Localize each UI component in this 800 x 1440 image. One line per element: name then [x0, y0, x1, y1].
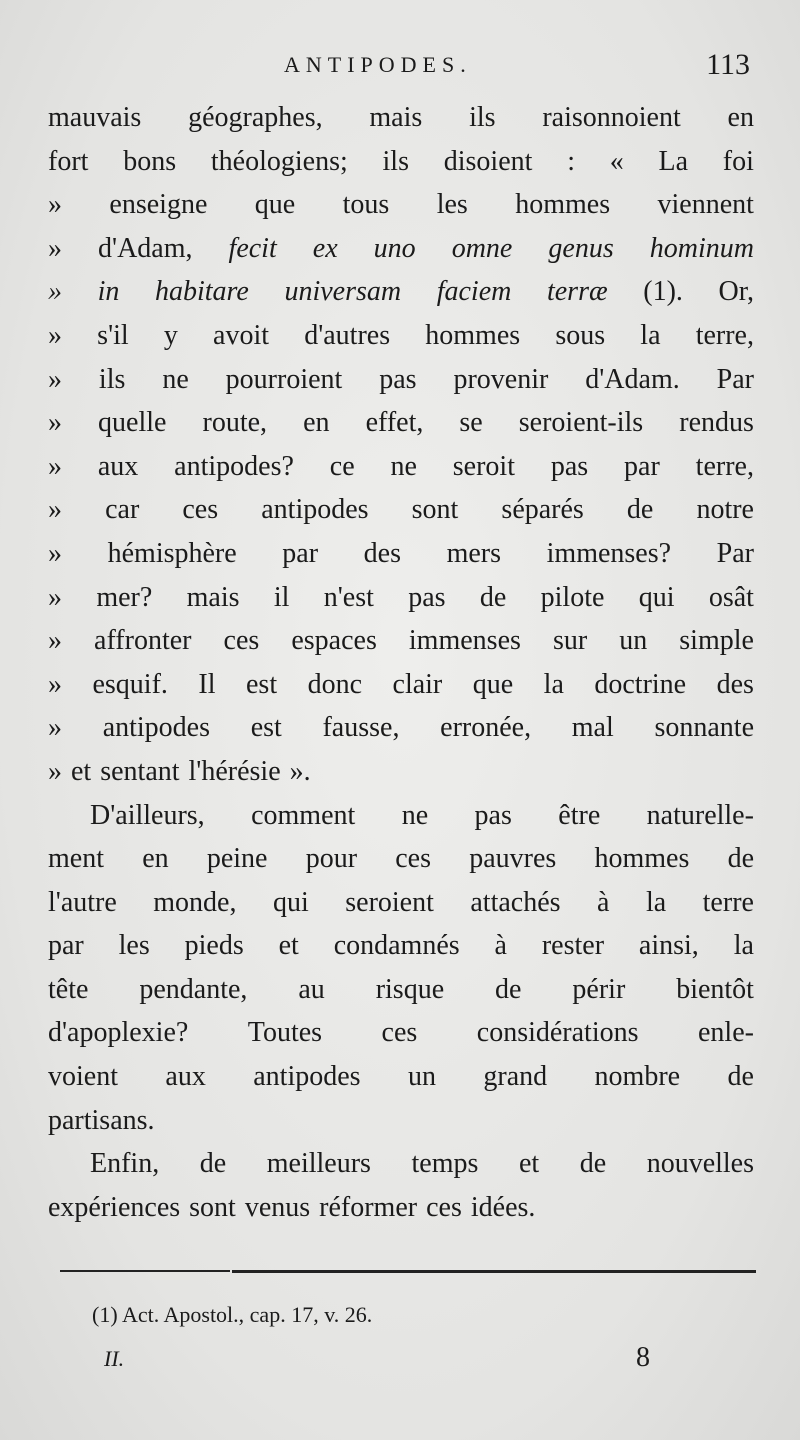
- word: »: [48, 363, 62, 395]
- text-line: [48, 270, 754, 314]
- word: »: [48, 450, 62, 482]
- word: hommes: [425, 319, 521, 351]
- word: avoit: [213, 319, 270, 351]
- word: ces: [395, 843, 431, 875]
- word: pieds: [184, 930, 244, 962]
- word: grand: [483, 1061, 548, 1093]
- word: naturelle-: [646, 799, 754, 831]
- word: antipodes?: [174, 450, 294, 482]
- word: par: [282, 537, 319, 569]
- word: peine: [206, 843, 268, 875]
- word: seroient-ils: [518, 407, 644, 439]
- word: immenses: [408, 625, 521, 657]
- word: erronée,: [440, 712, 532, 744]
- word: de: [199, 1148, 227, 1180]
- word: ne: [390, 450, 417, 482]
- word: ainsi,: [638, 930, 699, 962]
- word: que: [472, 668, 514, 700]
- word: disoient: [443, 145, 533, 177]
- word: pas: [408, 581, 446, 613]
- word: tête: [48, 973, 89, 1005]
- word: pilote: [540, 581, 605, 613]
- word: »: [48, 189, 62, 221]
- word: uno: [373, 232, 416, 264]
- word: de: [579, 1148, 607, 1180]
- word: Enfin,: [90, 1148, 160, 1180]
- text-line: [48, 881, 754, 925]
- word: mais: [186, 581, 240, 613]
- word: mais: [369, 102, 423, 133]
- word: bons: [123, 145, 177, 177]
- word: habitare: [155, 276, 249, 308]
- text-line: [48, 183, 754, 227]
- word: ».: [289, 755, 311, 787]
- word: de: [727, 843, 754, 875]
- word: un: [619, 625, 648, 657]
- word: antipodes: [102, 712, 210, 744]
- word: »: [48, 755, 62, 787]
- word: La: [658, 145, 689, 177]
- word: ces: [381, 1017, 418, 1049]
- word: provenir: [453, 363, 549, 395]
- word: risque: [375, 973, 445, 1005]
- word: ne: [401, 799, 429, 831]
- word: d'Adam,: [98, 232, 193, 264]
- page-header: [0, 48, 800, 84]
- word: se: [459, 407, 483, 439]
- word: pas: [474, 799, 512, 831]
- word: »: [48, 712, 62, 744]
- word: des: [363, 537, 401, 569]
- word: doctrine: [594, 668, 687, 700]
- word: ils: [98, 363, 126, 395]
- word: espaces: [291, 625, 377, 657]
- word: de: [479, 581, 507, 613]
- word: seroient: [345, 886, 434, 918]
- word: géographes,: [188, 102, 323, 133]
- word: mers: [446, 537, 502, 569]
- word: nouvelles: [646, 1148, 754, 1180]
- word: rendus: [679, 407, 754, 439]
- word: pendante,: [139, 973, 248, 1005]
- word: à: [597, 886, 610, 918]
- text-line: [48, 227, 754, 271]
- word: route,: [202, 407, 268, 439]
- word: nombre: [594, 1061, 681, 1093]
- word: effet,: [365, 407, 424, 439]
- word: théologiens;: [210, 145, 348, 177]
- text-line: [48, 445, 754, 489]
- word: foi: [722, 145, 754, 177]
- word: clair: [392, 668, 443, 700]
- word: ce: [329, 450, 355, 482]
- word: qui: [272, 886, 309, 918]
- word: Par: [716, 537, 754, 569]
- word: qui: [638, 581, 675, 613]
- word: terre,: [695, 450, 754, 482]
- word: d'Adam.: [585, 363, 680, 395]
- word: terræ: [546, 276, 608, 308]
- text-line: [48, 837, 754, 881]
- word: D'ailleurs,: [90, 799, 205, 831]
- word: seroit: [452, 450, 515, 482]
- word: la: [733, 930, 754, 962]
- text-line: [48, 140, 754, 184]
- word: fort: [48, 145, 89, 177]
- word: ment: [48, 843, 104, 875]
- word: d'apoplexie?: [48, 1017, 189, 1049]
- word: Il: [198, 668, 216, 700]
- word: antipodes: [253, 1061, 361, 1093]
- word: pas: [550, 450, 589, 482]
- signature-mark: II.: [104, 1346, 125, 1371]
- word: en: [303, 407, 330, 439]
- word: ces: [182, 494, 219, 526]
- word: y: [163, 319, 178, 351]
- word: pourroient: [225, 363, 343, 395]
- word: aux: [97, 450, 139, 482]
- word: la: [640, 319, 661, 351]
- word: meilleurs: [266, 1148, 371, 1180]
- word: en: [727, 102, 754, 133]
- word: universam: [284, 276, 402, 308]
- word: pauvres: [469, 843, 557, 875]
- word: (1).: [643, 276, 683, 308]
- word: bientôt: [676, 973, 754, 1005]
- word: »: [48, 625, 62, 657]
- word: Or,: [718, 276, 754, 308]
- word: expériences: [48, 1191, 181, 1223]
- word: la: [645, 886, 667, 918]
- word: rester: [541, 930, 605, 962]
- word: hommes: [594, 843, 690, 875]
- word: des: [716, 668, 754, 700]
- word: et: [518, 1148, 540, 1180]
- word: voient: [48, 1061, 118, 1093]
- word: hémisphère: [107, 537, 237, 569]
- word: il: [273, 581, 290, 613]
- word: omne: [451, 232, 513, 264]
- word: de: [495, 973, 522, 1005]
- word: pas: [379, 363, 417, 395]
- word: mal: [571, 712, 614, 744]
- word: »: [48, 276, 62, 308]
- word: faciem: [436, 276, 512, 308]
- word: les: [118, 930, 150, 962]
- word: hominum: [649, 232, 754, 264]
- word: sont: [189, 1191, 236, 1223]
- word: mauvais: [48, 102, 142, 133]
- word: et: [278, 930, 299, 962]
- text-line: [48, 794, 754, 838]
- word: ils: [469, 102, 496, 133]
- word: enseigne: [109, 189, 208, 221]
- word: partisans.: [48, 1104, 155, 1136]
- word: ces: [223, 625, 260, 657]
- word: ces: [426, 1191, 462, 1223]
- text-line: [48, 314, 754, 358]
- word: que: [254, 189, 296, 221]
- word: être: [558, 799, 601, 831]
- text-line: [48, 924, 754, 968]
- word: l'autre: [48, 886, 117, 918]
- word: et: [71, 755, 92, 787]
- word: »: [48, 537, 62, 569]
- word: condamnés: [333, 930, 460, 962]
- text-line: [48, 401, 754, 445]
- text-line: [48, 706, 754, 750]
- word: car: [105, 494, 140, 526]
- word: au: [298, 973, 325, 1005]
- text-line: [48, 663, 754, 707]
- text-line: [48, 358, 754, 402]
- word: n'est: [323, 581, 374, 613]
- word: la: [543, 668, 564, 700]
- word: de: [727, 1061, 754, 1093]
- word: »: [48, 232, 62, 264]
- word: sonnante: [654, 712, 754, 744]
- word: ne: [162, 363, 189, 395]
- word: donc: [307, 668, 363, 700]
- word: terre: [702, 886, 754, 918]
- word: est: [250, 712, 282, 744]
- word: fecit: [228, 232, 277, 264]
- text-line: [48, 1011, 754, 1055]
- word: «: [609, 145, 624, 177]
- word: affronter: [94, 625, 192, 657]
- word: terre,: [695, 319, 754, 351]
- sheet-number: 8: [636, 1342, 650, 1373]
- text-line: [48, 96, 754, 140]
- text-line: [48, 968, 754, 1012]
- word: sentant: [100, 755, 180, 787]
- word: »: [48, 494, 62, 526]
- word: est: [246, 668, 278, 700]
- word: s'il: [97, 319, 129, 351]
- word: l'hérésie: [188, 755, 281, 787]
- text-line: [48, 576, 754, 620]
- footnote: (1) Act. Apostol., cap. 17, v. 26.: [92, 1302, 373, 1327]
- word: tous: [342, 189, 390, 221]
- word: temps: [411, 1148, 479, 1180]
- word: mer?: [96, 581, 153, 613]
- word: sous: [555, 319, 606, 351]
- word: »: [48, 319, 62, 351]
- word: simple: [679, 625, 754, 657]
- page-number: 113: [706, 48, 750, 81]
- body-text: [48, 96, 754, 1229]
- word: comment: [251, 799, 356, 831]
- word: en: [142, 843, 169, 875]
- word: Toutes: [247, 1017, 323, 1049]
- text-line: [48, 619, 754, 663]
- word: aux: [165, 1061, 206, 1093]
- text-line: [48, 1099, 754, 1143]
- word: »: [48, 407, 62, 439]
- word: ex: [312, 232, 338, 264]
- text-line: [48, 1142, 754, 1186]
- text-line: [48, 488, 754, 532]
- running-title: ANTIPODES.: [284, 52, 472, 77]
- word: par: [624, 450, 660, 482]
- word: sur: [552, 625, 588, 657]
- word: fausse,: [322, 712, 400, 744]
- text-line: [48, 750, 754, 794]
- word: genus: [548, 232, 614, 264]
- word: séparés: [501, 494, 584, 526]
- word: idées.: [470, 1191, 536, 1223]
- word: les: [436, 189, 468, 221]
- word: un: [407, 1061, 436, 1093]
- word: venus: [244, 1191, 311, 1223]
- word: notre: [696, 494, 754, 526]
- word: viennent: [657, 189, 754, 221]
- word: réformer: [319, 1191, 418, 1223]
- word: immenses?: [546, 537, 672, 569]
- word: d'autres: [304, 319, 391, 351]
- word: sont: [411, 494, 459, 526]
- text-line: [48, 532, 754, 576]
- word: enle-: [697, 1017, 754, 1049]
- word: ils: [382, 145, 409, 177]
- word: périr: [572, 973, 626, 1005]
- word: »: [48, 668, 62, 700]
- text-line: [48, 1055, 754, 1099]
- word: quelle: [98, 407, 167, 439]
- word: Par: [716, 363, 754, 395]
- word: osât: [708, 581, 754, 613]
- text-line: [48, 1186, 754, 1230]
- word: hommes: [515, 189, 611, 221]
- word: monde,: [153, 886, 237, 918]
- word: attachés: [470, 886, 561, 918]
- word: raisonnoient: [542, 102, 681, 133]
- word: à: [494, 930, 507, 962]
- word: esquif.: [92, 668, 168, 700]
- word: in: [97, 276, 120, 308]
- word: par: [48, 930, 84, 962]
- word: antipodes: [261, 494, 369, 526]
- word: de: [626, 494, 654, 526]
- word: pour: [305, 843, 358, 875]
- word: :: [567, 145, 575, 177]
- word: »: [48, 581, 62, 613]
- word: considérations: [476, 1017, 639, 1049]
